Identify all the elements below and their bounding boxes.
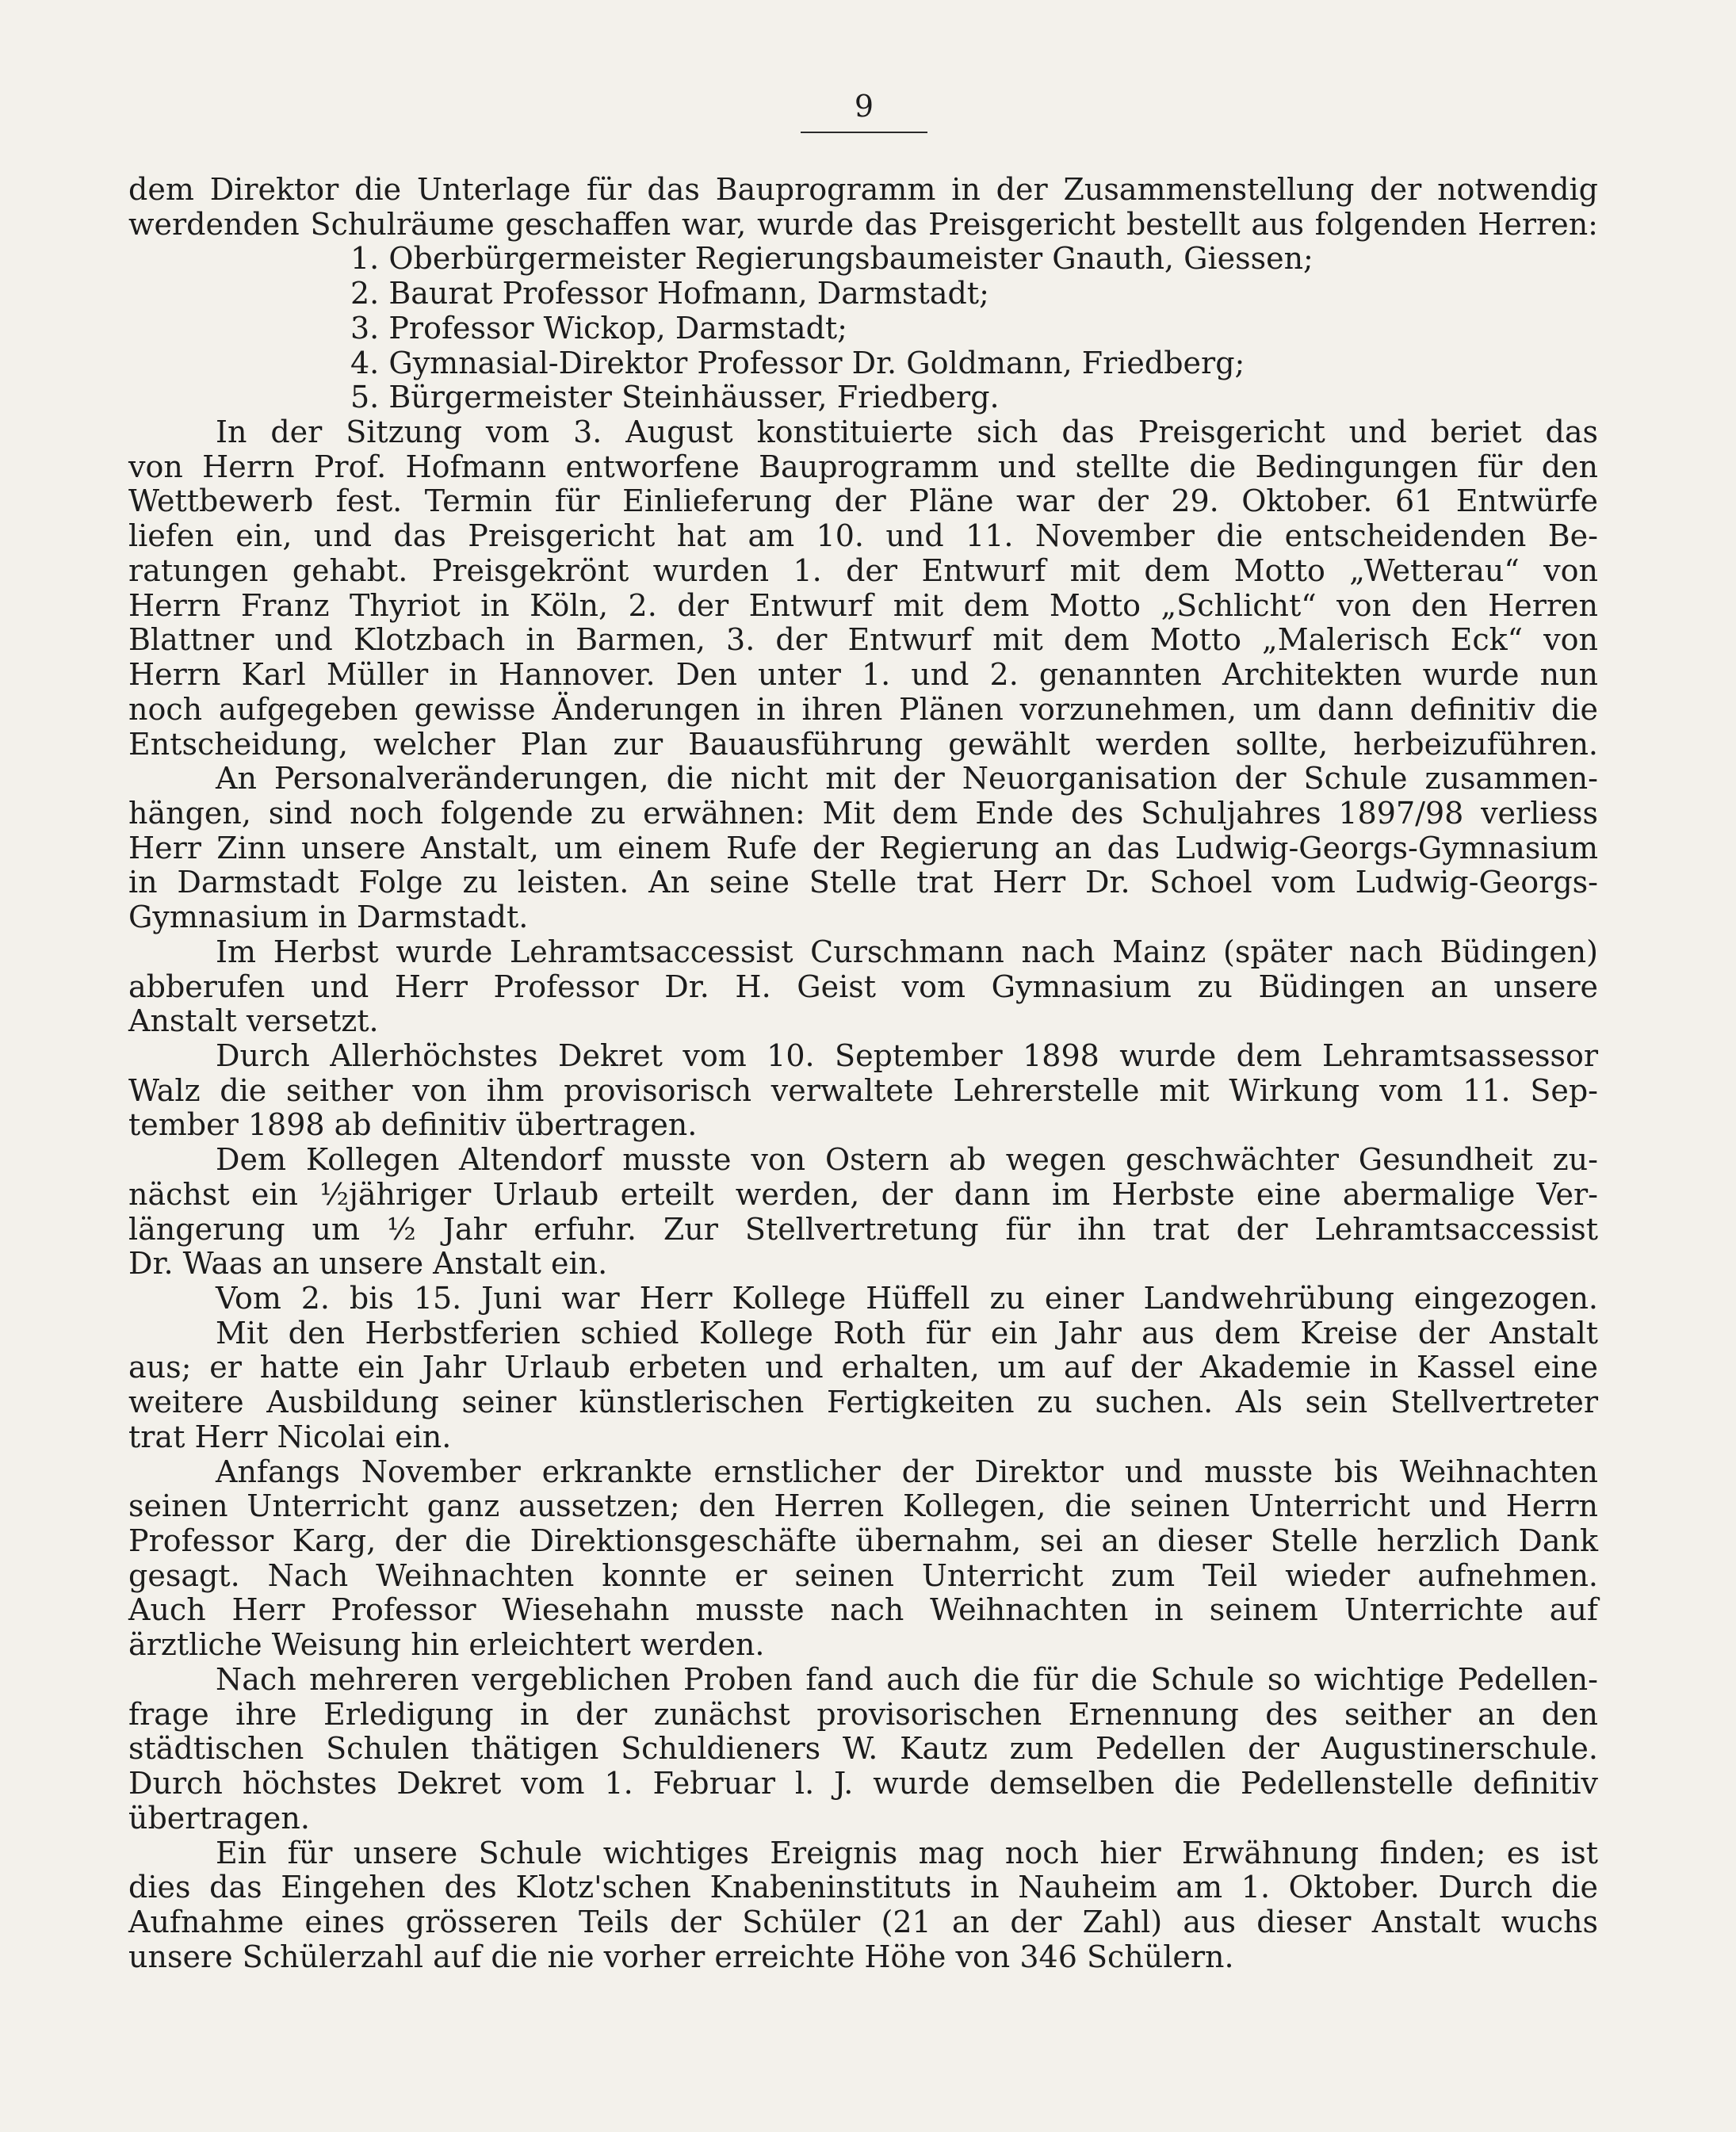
text-line: Gymnasium in Darmstadt.	[128, 900, 529, 935]
text-line: Herrn Franz Thyriot in Köln, 2. der Entwurf mit dem Motto „Schlicht“ von den Herren	[128, 587, 1598, 623]
paragraph-first-line: Durch Allerhöchstes Dekret vom 10. September 1898 wurde dem Lehramtsassessor	[216, 1037, 1598, 1073]
text-line: tember 1898 ab definitiv übertragen.	[128, 1107, 698, 1143]
body-text	[128, 173, 1598, 1974]
text-line: in Darmstadt Folge zu leisten. An seine Stelle trat Herr Dr. Schoel vom Ludwig-Georgs-	[128, 865, 1598, 900]
text-line: ärztliche Weisung hin erleichtert werden.	[128, 1627, 765, 1663]
paragraph-first-line: Im Herbst wurde Lehramtsaccessist Curschmann nach Mainz (später nach Büdingen)	[216, 934, 1598, 969]
text-line: gesagt. Nach Weihnachten konnte er seinen Unterricht zum Teil wieder aufnehmen.	[128, 1557, 1598, 1593]
text-line: dies das Eingehen des Klotz'schen Knabeninstituts in Nauheim am 1. Oktober. Durch die	[128, 1870, 1598, 1905]
paragraph-first-line: Vom 2. bis 15. Juni war Herr Kollege Hüffell zu einer Landwehrübung eingezogen.	[216, 1281, 1598, 1316]
text-line: frage ihre Erledigung in der zunächst provisorischen Ernennung des seither an den	[128, 1696, 1598, 1732]
text-line: seinen Unterricht ganz aussetzen; den Herren Kollegen, die seinen Unterricht und Herrn	[128, 1488, 1598, 1524]
paragraph-first-line: An Personalveränderungen, die nicht mit der Neuorganisation der Schule zusammen-	[216, 761, 1598, 797]
paragraph-first-line: Ein für unsere Schule wichtiges Ereignis mag noch hier Erwähnung finden; es ist	[216, 1835, 1598, 1870]
text-line: Blattner und Klotzbach in Barmen, 3. der Entwurf mit dem Motto „Malerisch Eck“ von	[128, 622, 1598, 658]
text-line: dem Direktor die Unterlage für das Bauprogramm in der Zusammenstellung der notwendig	[128, 172, 1598, 207]
paragraph-first-line: Mit den Herbstferien schied Kollege Roth für ein Jahr aus dem Kreise der Anstalt	[216, 1315, 1598, 1351]
text-line: Herr Zinn unsere Anstalt, um einem Rufe der Regierung an das Ludwig-Georgs-Gymnasium	[128, 830, 1598, 865]
paragraph-first-line: Nach mehreren vergeblichen Proben fand auch die für die Schule so wichtige Pedellen-	[216, 1661, 1598, 1697]
list-item: 2. Baurat Professor Hofmann, Darmstadt;	[350, 276, 989, 311]
paragraph-first-line: In der Sitzung vom 3. August konstituierte sich das Preisgericht und beriet das	[216, 415, 1598, 450]
text-line: Durch höchstes Dekret vom 1. Februar l. J. wurde demselben die Pedellenstelle definitiv	[128, 1766, 1598, 1802]
text-line: Auch Herr Professor Wiesehahn musste nach Weihnachten in seinem Unterrichte auf	[128, 1592, 1598, 1628]
text-line: ratungen gehabt. Preisgekrönt wurden 1. der Entwurf mit dem Motto „Wetterau“ von	[128, 552, 1598, 588]
text-line: Dr. Waas an unsere Anstalt ein.	[128, 1246, 608, 1282]
list-item: 4. Gymnasial-Direktor Professor Dr. Goldmann, Friedberg;	[350, 345, 1245, 380]
page-number-rule	[801, 132, 927, 133]
text-line: Aufnahme eines grösseren Teils der Schüler (21 an der Zahl) aus dieser Anstalt wuchs	[128, 1904, 1598, 1939]
text-line: Anstalt versetzt.	[128, 1003, 379, 1039]
paragraph-first-line: Anfangs November erkrankte ernstlicher der Direktor und musste bis Weihnachten	[216, 1454, 1598, 1489]
text-line: trat Herr Nicolai ein.	[128, 1419, 452, 1454]
text-line: aus; er hatte ein Jahr Urlaub erbeten und erhalten, um auf der Akademie in Kassel eine	[128, 1350, 1598, 1385]
text-line: Professor Karg, der die Direktionsgeschäfte übernahm, sei an dieser Stelle herzlich Dank	[128, 1523, 1598, 1559]
text-line: werdenden Schulräume geschaffen war, wurde das Preisgericht bestellt aus folgenden Herren:	[128, 206, 1598, 242]
text-line: nächst ein ½jähriger Urlaub erteilt werden, der dann im Herbste eine abermalige Ver-	[128, 1176, 1598, 1212]
paragraph-first-line: Dem Kollegen Altendorf musste von Ostern ab wegen geschwächter Gesundheit zu-	[216, 1142, 1598, 1178]
list-item: 3. Professor Wickop, Darmstadt;	[350, 310, 847, 346]
text-line: weitere Ausbildung seiner künstlerischen Fertigkeiten zu suchen. Als sein Stellvertreter	[128, 1385, 1598, 1420]
list-item: 5. Bürgermeister Steinhäusser, Friedberg.	[350, 380, 1000, 415]
text-line: unsere Schülerzahl auf die nie vorher erreichte Höhe von 346 Schülern.	[128, 1939, 1234, 1974]
text-line: noch aufgegeben gewisse Änderungen in ihren Plänen vorzunehmen, um dann definitiv die	[128, 691, 1598, 727]
text-line: längerung um ½ Jahr erfuhr. Zur Stellvertretung für ihn trat der Lehramtsaccessist	[128, 1211, 1598, 1247]
text-line: Walz die seither von ihm provisorisch verwaltete Lehrerstelle mit Wirkung vom 11. Sep-	[128, 1072, 1598, 1108]
text-line: hängen, sind noch folgende zu erwähnen: Mit dem Ende des Schuljahres 1897/98 verliess	[128, 795, 1598, 831]
text-line: von Herrn Prof. Hofmann entworfene Bauprogramm und stellte die Bedingungen für den	[128, 449, 1598, 484]
text-line: städtischen Schulen thätigen Schuldieners W. Kautz zum Pedellen der Augustinerschule.	[128, 1731, 1598, 1767]
text-line: Entscheidung, welcher Plan zur Bauausführung gewählt werden sollte, herbeizuführen.	[128, 726, 1598, 762]
page-number: 9	[854, 89, 874, 124]
text-line: übertragen.	[128, 1800, 310, 1836]
text-line: liefen ein, und das Preisgericht hat am 10. und 11. November die entscheidenden Be-	[128, 518, 1598, 554]
list-item: 1. Oberbürgermeister Regierungsbaumeister Gnauth, Giessen;	[350, 241, 1313, 277]
text-line: Wettbewerb fest. Termin für Einlieferung der Pläne war der 29. Oktober. 61 Entwürfe	[128, 483, 1598, 519]
text-line: Herrn Karl Müller in Hannover. Den unter 1. und 2. genannten Architekten wurde nun	[128, 657, 1598, 693]
text-line: abberufen und Herr Professor Dr. H. Geist vom Gymnasium zu Büdingen an unsere	[128, 969, 1598, 1004]
